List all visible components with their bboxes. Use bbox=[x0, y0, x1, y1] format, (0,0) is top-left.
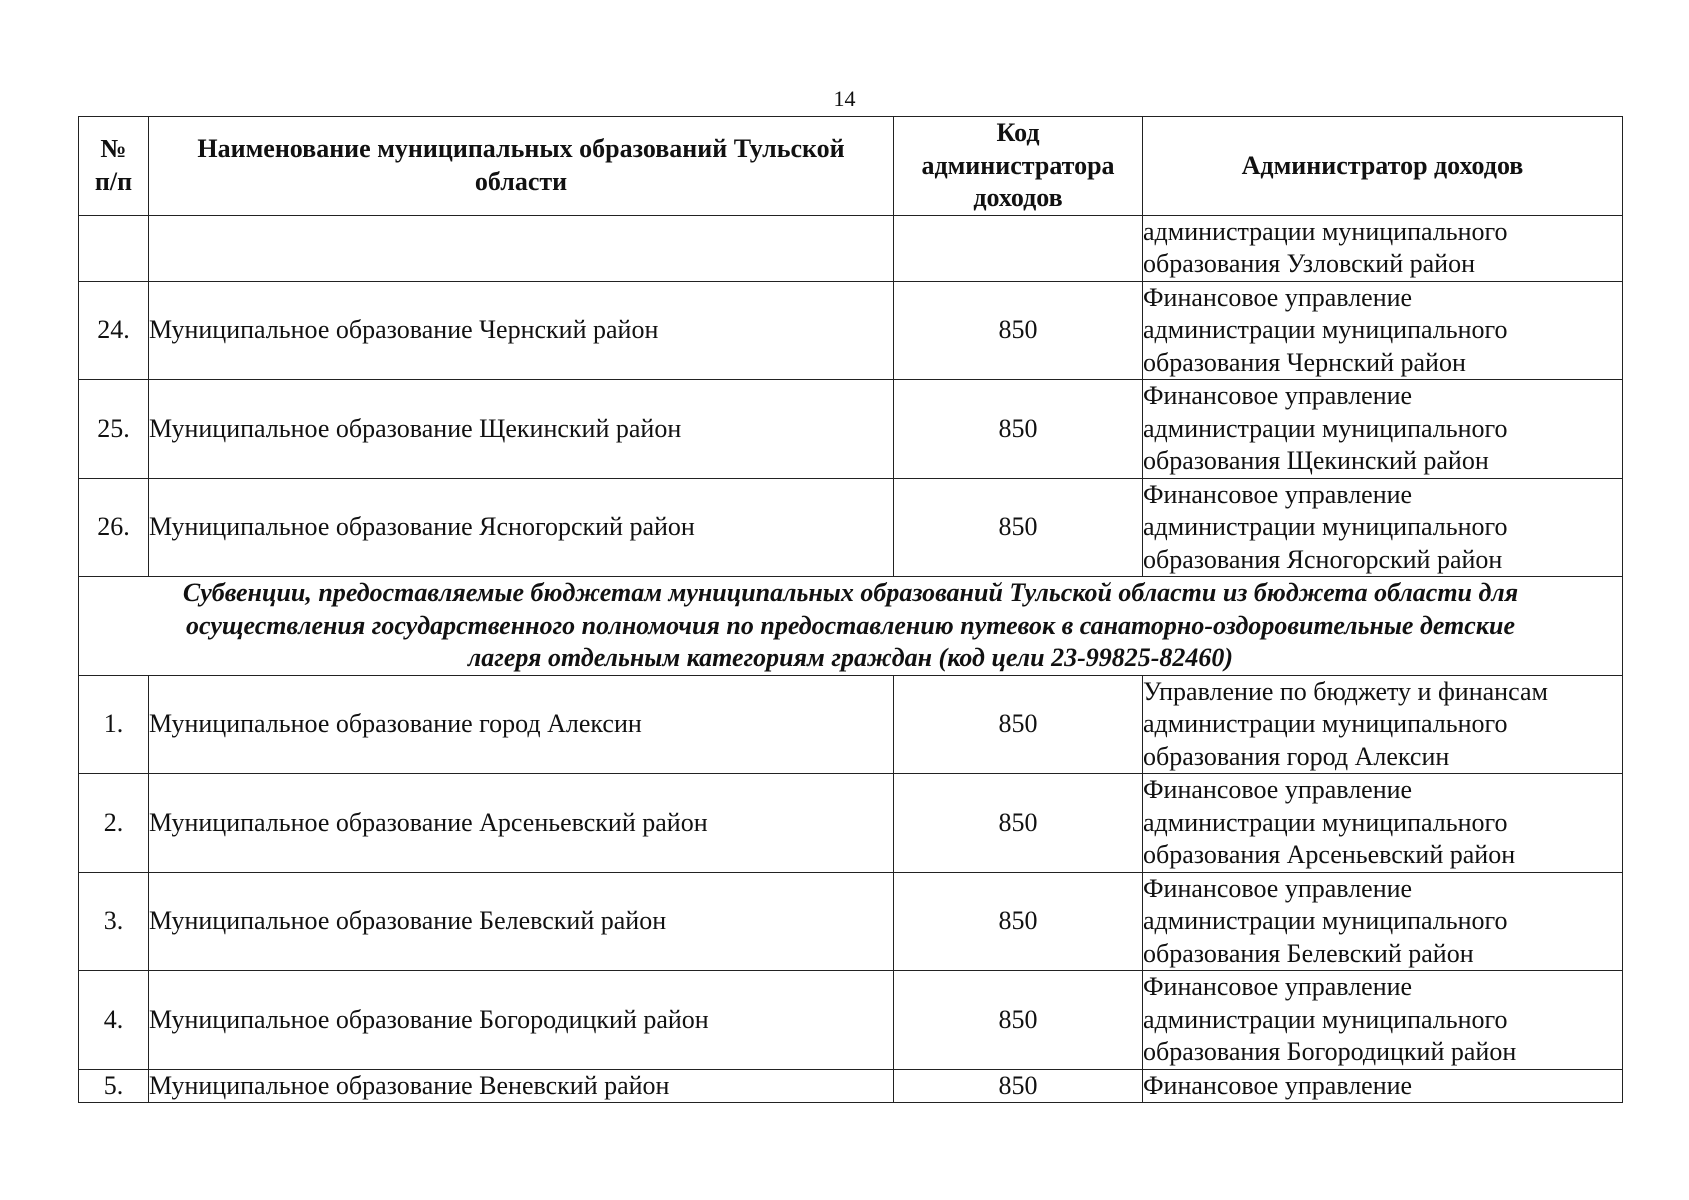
admin-line: образования Арсеньевский район bbox=[1143, 840, 1516, 869]
cell-code: 850 bbox=[894, 478, 1143, 577]
cell-num: 2. bbox=[79, 774, 149, 873]
cell-num: 25. bbox=[79, 380, 149, 479]
section-heading-line: лагеря отдельным категориям граждан (код цели 23-99825-82460) bbox=[467, 643, 1234, 672]
section-heading-line: осуществления государственного полномочия по предоставлению путевок в санаторно-оздоровительные детские bbox=[185, 610, 1516, 640]
admin-line: администрации муниципального bbox=[1143, 906, 1508, 935]
admin-line: Финансовое управление bbox=[1143, 775, 1413, 804]
cell-code: 850 bbox=[894, 872, 1143, 971]
admin-line: Финансовое управление bbox=[1143, 381, 1413, 410]
cell-num: 5. bbox=[79, 1069, 149, 1103]
continuation-row bbox=[79, 215, 1623, 281]
cell-name: Муниципальное образование Ясногорский район bbox=[149, 478, 894, 577]
admin-line: Финансовое управление bbox=[1143, 873, 1413, 903]
table-row bbox=[79, 774, 1623, 873]
cell-name: Муниципальное образование город Алексин bbox=[149, 675, 894, 774]
cell-name bbox=[149, 215, 894, 281]
cell-name: Муниципальное образование Богородицкий район bbox=[149, 971, 894, 1070]
cell-num: 26. bbox=[79, 478, 149, 577]
admin-line: образования Ясногорский район bbox=[1143, 544, 1503, 574]
cell-admin: администрации муниципального образования Узловский район bbox=[1143, 215, 1623, 281]
cell-code: 850 bbox=[894, 380, 1143, 479]
cell-num: 1. bbox=[79, 675, 149, 774]
cell-admin bbox=[1143, 872, 1623, 971]
cell-name: Муниципальное образование Арсеньевский район bbox=[149, 774, 894, 873]
cell-admin bbox=[1143, 971, 1623, 1070]
revenue-administrators-table bbox=[78, 116, 1623, 1103]
admin-line: администрации муниципального bbox=[1143, 709, 1508, 738]
section-heading bbox=[79, 577, 1623, 676]
cell-admin bbox=[1143, 478, 1623, 577]
cell-admin bbox=[1143, 675, 1623, 774]
table-row bbox=[79, 872, 1623, 971]
admin-line: администрации муниципального bbox=[1143, 315, 1508, 344]
table-header-row bbox=[79, 117, 1623, 216]
cell-num bbox=[79, 215, 149, 281]
admin-line: образования Белевский район bbox=[1143, 938, 1474, 968]
cell-code: 850 bbox=[894, 774, 1143, 873]
cell-code bbox=[894, 215, 1143, 281]
cell-admin bbox=[1143, 774, 1623, 873]
admin-line: Управление по бюджету и финансам bbox=[1143, 676, 1548, 706]
admin-line: администрации муниципального bbox=[1143, 1004, 1508, 1034]
cell-code: 850 bbox=[894, 1069, 1143, 1103]
cell-admin bbox=[1143, 1069, 1623, 1103]
admin-line: Финансовое управление bbox=[1143, 972, 1413, 1001]
admin-line: образования Богородицкий район bbox=[1143, 1037, 1517, 1066]
cell-code: 850 bbox=[894, 971, 1143, 1070]
cell-code: 850 bbox=[894, 675, 1143, 774]
cell-name: Муниципальное образование Щекинский район bbox=[149, 380, 894, 479]
page-number: 14 bbox=[833, 86, 856, 111]
admin-line: администрации муниципального bbox=[1143, 413, 1508, 443]
header-name: Наименование муниципальных образований Тульской области bbox=[149, 117, 894, 216]
cell-name: Муниципальное образование Веневский район bbox=[149, 1069, 894, 1103]
cell-name: Муниципальное образование Чернский район bbox=[149, 281, 894, 380]
admin-line: образования город Алексин bbox=[1143, 741, 1450, 771]
admin-line: Финансовое управление bbox=[1143, 282, 1413, 312]
table-row bbox=[79, 478, 1623, 577]
table-row bbox=[79, 675, 1623, 774]
cell-admin bbox=[1143, 380, 1623, 479]
cell-num: 3. bbox=[79, 872, 149, 971]
admin-line: образования Чернский район bbox=[1143, 347, 1466, 377]
table-row bbox=[79, 281, 1623, 380]
admin-line: Финансовое управление bbox=[1143, 1070, 1413, 1100]
cell-code: 850 bbox=[894, 281, 1143, 380]
cell-num: 24. bbox=[79, 281, 149, 380]
section-heading-row bbox=[79, 577, 1623, 676]
admin-line: Финансовое управление bbox=[1143, 479, 1413, 509]
header-admin: Администратор доходов bbox=[1143, 117, 1623, 216]
section-heading-line: Субвенции, предоставляемые бюджетам муниципальных образований Тульской области из бюджета области для bbox=[182, 578, 1519, 607]
cell-admin bbox=[1143, 281, 1623, 380]
header-num: № п/п bbox=[79, 117, 149, 216]
admin-line: образования Щекинский район bbox=[1143, 446, 1489, 475]
admin-line: администрации муниципального bbox=[1143, 807, 1508, 837]
table-row bbox=[79, 971, 1623, 1070]
cell-num: 4. bbox=[79, 971, 149, 1070]
admin-line: администрации муниципального bbox=[1143, 512, 1508, 541]
cell-name: Муниципальное образование Белевский район bbox=[149, 872, 894, 971]
header-code: Код администратора доходов bbox=[894, 117, 1143, 216]
table-row bbox=[79, 1069, 1623, 1103]
table-row bbox=[79, 380, 1623, 479]
